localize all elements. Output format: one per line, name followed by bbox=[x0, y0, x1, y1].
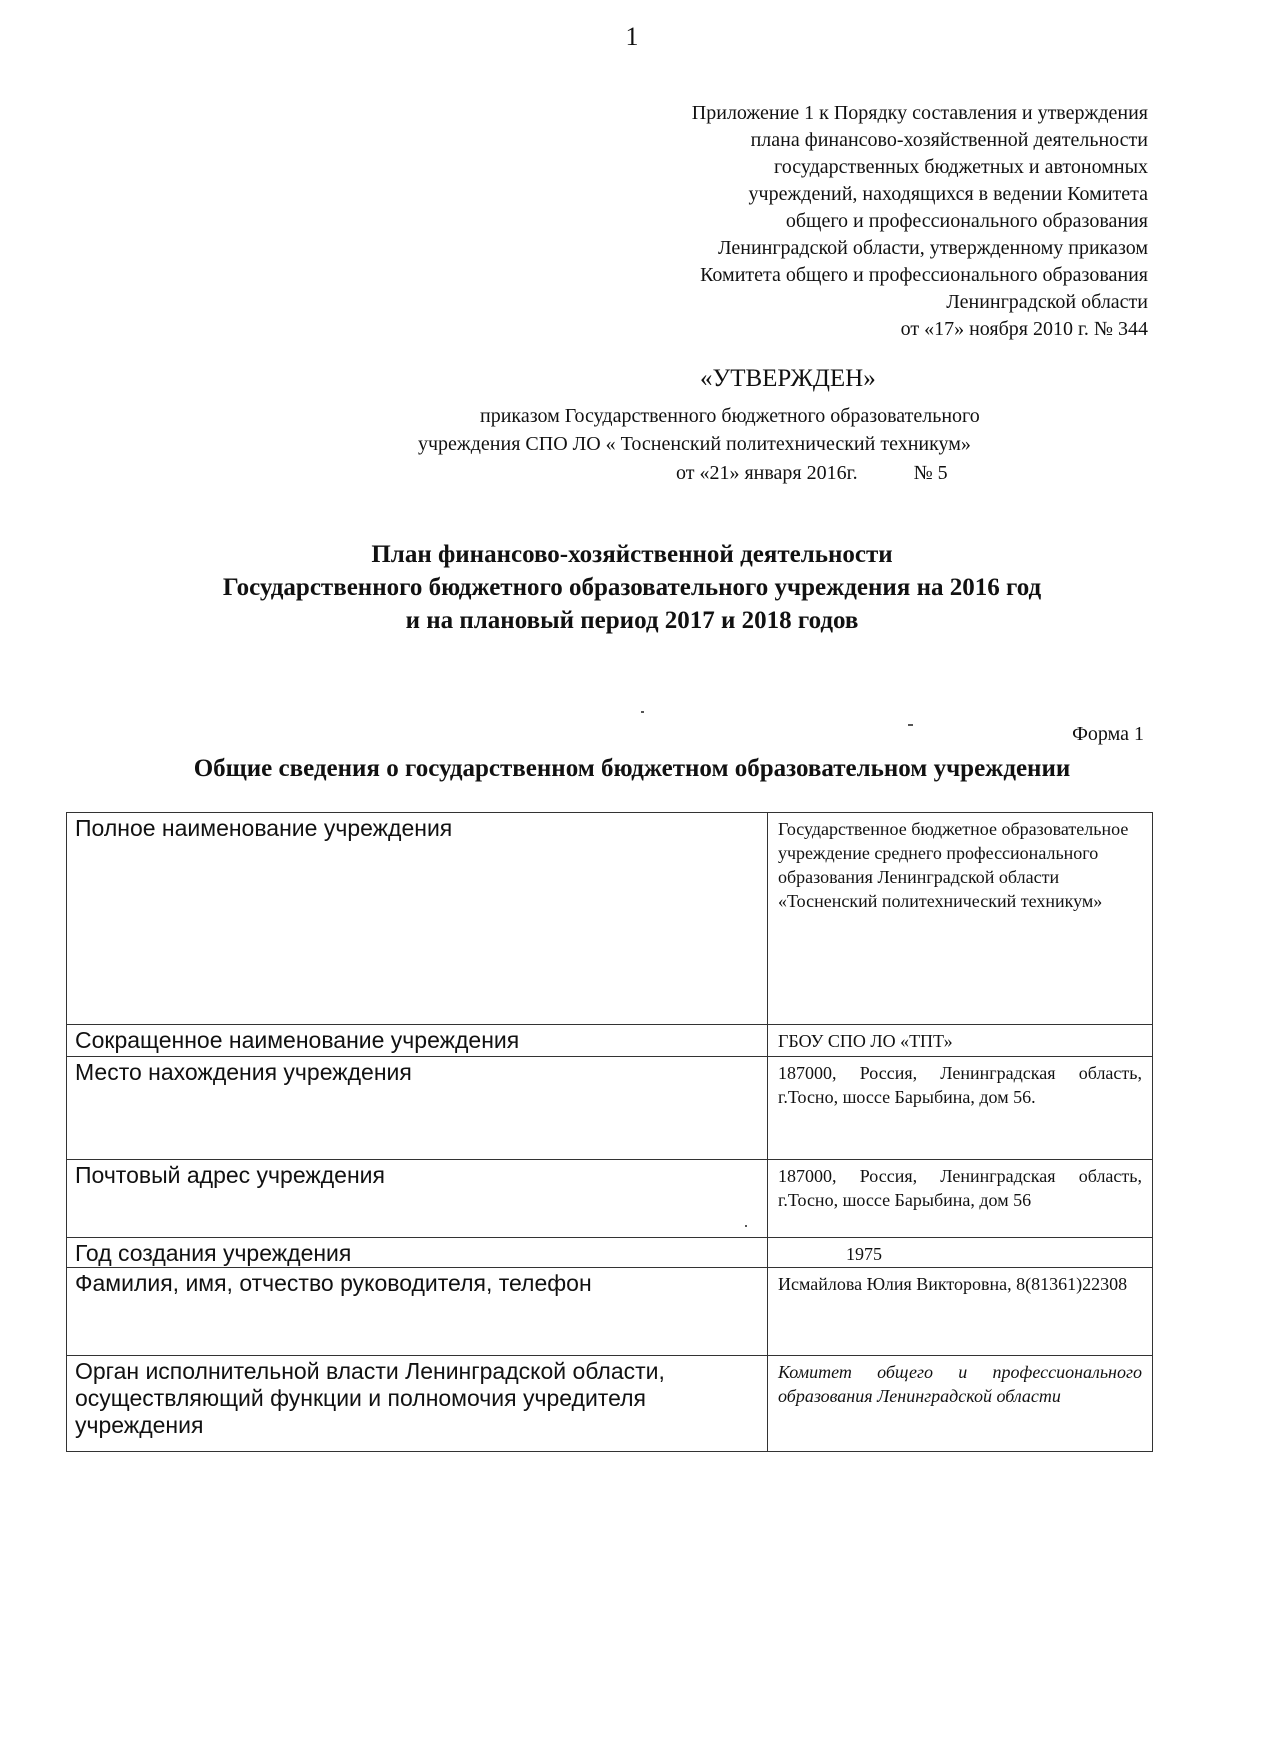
document-title-line: План финансово-хозяйственной деятельности bbox=[371, 541, 893, 568]
table-row bbox=[67, 1238, 1153, 1268]
page-number: 1 bbox=[625, 22, 639, 51]
table-row bbox=[67, 813, 1153, 1025]
appendix-line: от «17» ноября 2010 г. № 344 bbox=[900, 318, 1148, 340]
appendix-line: общего и профессионального образования bbox=[785, 210, 1148, 232]
table-row bbox=[67, 1268, 1153, 1356]
table-row bbox=[67, 1356, 1153, 1452]
row-label: Фамилия, имя, отчество руководителя, телефон bbox=[67, 1268, 768, 1356]
appendix-line: Ленинградской области bbox=[946, 291, 1148, 313]
row-label: Орган исполнительной власти Ленинградской области, осуществляющий функции и полномочия учредителя учреждения bbox=[67, 1356, 768, 1452]
row-label: Полное наименование учреждения bbox=[67, 813, 768, 1025]
row-value: 1975 bbox=[768, 1238, 1153, 1268]
appendix-line: Ленинградской области, утвержденному приказом bbox=[717, 237, 1148, 259]
appendix-line: плана финансово-хозяйственной деятельности bbox=[750, 129, 1148, 151]
document-title-line: Государственного бюджетного образовательного учреждения на 2016 год bbox=[222, 574, 1042, 601]
document-title-line: и на плановый период 2017 и 2018 годов bbox=[405, 607, 859, 634]
row-label: Почтовый адрес учреждения bbox=[67, 1160, 768, 1238]
row-value: ГБОУ СПО ЛО «ТПТ» bbox=[768, 1025, 1153, 1057]
section-title: Общие сведения о государственном бюджетном образовательном учреждении bbox=[193, 755, 1071, 782]
document-title bbox=[0, 538, 1264, 637]
row-value: Государственное бюджетное образовательное учреждение среднего профессионального образования Ленинградской области «Тосненский политехнический техникум» bbox=[768, 813, 1153, 1025]
appendix-line: государственных бюджетных и автономных bbox=[774, 156, 1148, 178]
appendix-reference bbox=[528, 100, 1148, 343]
approval-order-line: приказом Государственного бюджетного образовательного bbox=[480, 405, 980, 427]
approval-date-line bbox=[676, 462, 948, 485]
row-value: Комитет общего и профессионального образования Ленинградской области bbox=[768, 1356, 1153, 1452]
row-value: 187000, Россия, Ленинградская область, г.Тосно, шоссе Барыбина, дом 56. bbox=[768, 1057, 1153, 1160]
table-row bbox=[67, 1057, 1153, 1160]
row-value: Исмайлова Юлия Викторовна, 8(81361)22308 bbox=[768, 1268, 1153, 1356]
form-label: Форма 1 bbox=[1072, 723, 1144, 745]
approval-institution-line: учреждения СПО ЛО « Тосненский политехнический техникум» bbox=[418, 433, 971, 455]
approval-date: от «21» января 2016г. bbox=[676, 462, 858, 484]
approval-number: № 5 bbox=[913, 462, 948, 484]
scan-speck bbox=[641, 711, 644, 713]
appendix-line: Приложение 1 к Порядку составления и утверждения bbox=[691, 102, 1148, 124]
institution-info-table bbox=[66, 812, 1153, 1452]
scan-speck bbox=[745, 1225, 747, 1227]
table-row bbox=[67, 1160, 1153, 1238]
appendix-line: Комитета общего и профессионального образования bbox=[700, 264, 1148, 286]
row-label: Сокращенное наименование учреждения bbox=[67, 1025, 768, 1057]
row-label: Год создания учреждения bbox=[67, 1238, 768, 1268]
approval-title: «УТВЕРЖДЕН» bbox=[700, 365, 876, 392]
appendix-line: учреждений, находящихся в ведении Комитета bbox=[748, 183, 1148, 205]
row-label: Место нахождения учреждения bbox=[67, 1057, 768, 1160]
table-row bbox=[67, 1025, 1153, 1057]
row-value: 187000, Россия, Ленинградская область, г.Тосно, шоссе Барыбина, дом 56 bbox=[768, 1160, 1153, 1238]
scan-speck bbox=[908, 724, 913, 726]
